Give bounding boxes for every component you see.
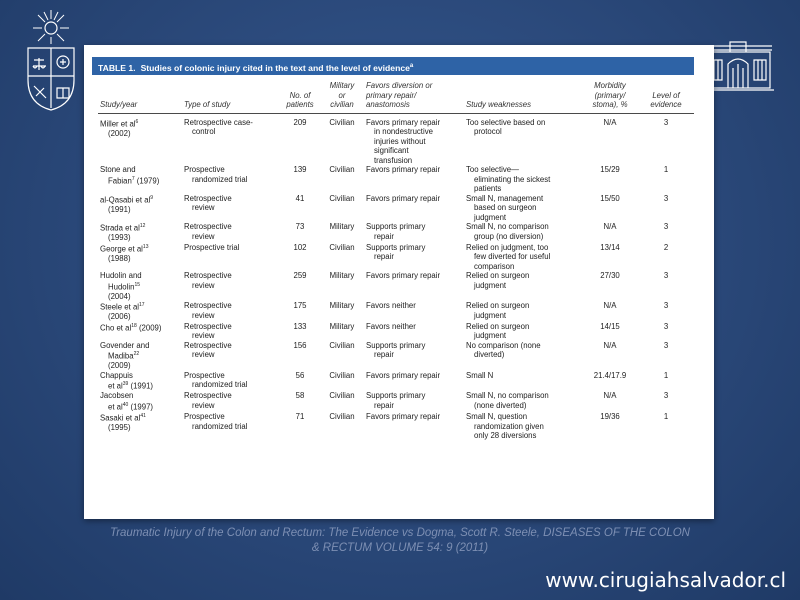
cell-line: repair <box>374 231 394 241</box>
cell-line: Small N <box>466 370 494 380</box>
table-row <box>98 113 694 165</box>
cell-line: Relied on surgeon <box>466 271 530 281</box>
cell-line: randomized trial <box>192 421 248 431</box>
cell-setting: Civilian <box>329 391 355 401</box>
cell-line: Prospective <box>184 165 225 174</box>
cell-morbidity: 27/30 <box>600 271 620 281</box>
cell-type <box>182 194 280 223</box>
cell-line: comparison <box>474 261 515 271</box>
cell-weakness <box>464 412 582 441</box>
cell-weakness <box>464 243 582 272</box>
cell-morbidity: N/A <box>603 222 617 231</box>
cell-weakness <box>464 301 582 322</box>
cell-favors <box>364 113 464 165</box>
cell-line: (2004) <box>108 291 131 301</box>
cell-line: Prospective trial <box>184 242 240 252</box>
citation-ref: 15 <box>134 281 141 288</box>
cell-line: Govender and <box>100 340 150 350</box>
cell-setting: Military <box>329 222 355 231</box>
cell-study <box>98 341 182 371</box>
table-row <box>98 165 694 194</box>
cell-level: 3 <box>663 391 669 401</box>
cell-level: 1 <box>663 370 669 380</box>
cell-line: repair <box>374 350 394 360</box>
cell-study <box>98 371 182 392</box>
cell-patients: 209 <box>293 117 307 127</box>
cell-line: transfusion <box>374 155 413 165</box>
cell-favors <box>364 271 464 301</box>
cell-morbidity: 19/36 <box>600 412 620 422</box>
cell-line: randomization given <box>474 421 544 431</box>
cell-line: (1991) <box>108 204 131 214</box>
cell-line: judgment <box>474 310 507 320</box>
cell-line: randomized trial <box>192 380 248 390</box>
cell-line: Retrospective <box>184 321 232 331</box>
cell-line: repair <box>374 400 394 410</box>
cell-line: Madiba <box>108 351 134 361</box>
website-url: www.cirugiahsalvador.cl <box>545 568 786 592</box>
column-header-text: Level of <box>652 90 680 100</box>
table-body <box>98 113 694 441</box>
citation-ref: 6 <box>135 118 139 125</box>
cell-line: eliminating the sickest <box>474 174 551 184</box>
table-row <box>98 341 694 371</box>
cell-line: Steele et al <box>100 302 140 312</box>
cell-setting: Civilian <box>329 242 355 252</box>
citation-ref: 22 <box>133 351 140 358</box>
cell-patients: 58 <box>295 391 305 401</box>
table-label: TABLE 1. <box>98 62 136 73</box>
cell-morbidity: N/A <box>603 301 617 311</box>
cell-line: review <box>192 280 215 290</box>
cell-line: significant <box>374 146 409 155</box>
cell-line: Strada et al <box>100 223 140 233</box>
cell-level: 1 <box>663 412 669 422</box>
cell-line: control <box>192 127 216 136</box>
cell-line: only 28 diversions <box>474 431 537 441</box>
cell-line: judgment <box>474 280 507 290</box>
cell-line: Small N, no comparison <box>466 222 549 231</box>
cell-line: review <box>192 310 215 320</box>
cell-line: patients <box>474 184 502 193</box>
table-row <box>98 301 694 322</box>
cell-line: Retrospective <box>184 193 232 203</box>
column-header <box>320 79 364 113</box>
cell-line: protocol <box>474 127 502 136</box>
cell-line: judgment <box>474 212 507 222</box>
cell-line: (2002) <box>108 128 131 138</box>
table-title-superscript: a <box>409 63 414 69</box>
cell-weakness <box>464 271 582 301</box>
cell-favors <box>364 341 464 371</box>
cell-line: Supports primary <box>366 222 426 231</box>
cell-line: injuries without <box>374 136 426 146</box>
cell-patients: 71 <box>295 412 305 422</box>
table-row <box>98 412 694 441</box>
cell-morbidity: 21.4/17.9 <box>593 370 627 380</box>
cell-type <box>182 271 280 301</box>
cell-favors <box>364 194 464 223</box>
cell-patients: 175 <box>293 301 307 311</box>
cell-study <box>98 243 182 272</box>
cell-line: No comparison (none <box>466 340 541 350</box>
cell-line: Favors primary repair <box>366 370 441 380</box>
cell-favors <box>364 165 464 194</box>
citation-ref: 40 <box>122 401 129 408</box>
citation-ref: 17 <box>139 302 145 309</box>
column-header-text: Study weaknesses <box>466 100 532 109</box>
caption-line-1: Traumatic Injury of the Colon and Rectum: The Evidence vs Dogma, Scott R. Steele, DISEASES OF THE COLON <box>110 527 690 539</box>
cell-study <box>98 271 182 301</box>
citation-ref: 39 <box>122 381 129 388</box>
cell-line: Favors neither <box>366 321 416 331</box>
column-header-text: Favors diversion or <box>366 81 433 90</box>
column-header <box>364 79 464 113</box>
cell-line: Favors primary repair <box>366 193 441 203</box>
cell-patients: 73 <box>295 222 305 231</box>
cell-level: 3 <box>663 271 669 281</box>
cell-line: Favors neither <box>366 301 416 311</box>
cell-setting: Civilian <box>329 193 355 203</box>
column-header-text: civilian <box>330 100 354 109</box>
university-crest-icon <box>18 8 84 112</box>
citation-ref: 9 <box>150 194 154 201</box>
cell-favors <box>364 301 464 322</box>
cell-patients: 102 <box>293 242 307 252</box>
cell-setting: Civilian <box>329 117 355 127</box>
cell-type <box>182 222 280 243</box>
table-title-bar <box>92 57 694 75</box>
citation-ref: 18 <box>131 322 137 329</box>
table-header-row <box>98 79 694 113</box>
citation-ref: 41 <box>140 413 146 420</box>
cell-weakness <box>464 165 582 194</box>
cell-line: review <box>192 203 215 212</box>
cell-weakness <box>464 322 582 341</box>
cell-level: 3 <box>663 340 669 350</box>
cell-patients: 41 <box>295 193 305 203</box>
column-header-text: primary repair/ <box>366 90 417 100</box>
column-header-text: or <box>338 90 346 100</box>
cell-setting: Civilian <box>329 165 355 174</box>
cell-study <box>98 165 182 194</box>
column-header-text: (primary/ <box>594 90 626 100</box>
cell-line: (2006) <box>108 312 131 322</box>
cell-line: Prospective <box>184 370 225 380</box>
cell-weakness <box>464 391 582 412</box>
cell-line: Favors primary repair <box>366 412 441 422</box>
column-header-text: evidence <box>650 100 682 109</box>
cell-patients: 156 <box>293 340 307 350</box>
cell-type <box>182 371 280 392</box>
cell-study <box>98 412 182 441</box>
cell-line: Small N, management <box>466 193 544 203</box>
cell-level: 1 <box>663 165 669 174</box>
cell-favors <box>364 391 464 412</box>
cell-study <box>98 113 182 165</box>
cell-patients: 56 <box>295 370 305 380</box>
cell-line: Favors primary repair <box>366 117 441 127</box>
cell-line: Too selective based on <box>466 117 546 127</box>
cell-setting: Civilian <box>329 340 355 350</box>
cell-line: review <box>192 350 215 360</box>
cell-line: Hudolin and <box>100 271 142 281</box>
table-row <box>98 271 694 301</box>
column-header-text: Military <box>329 81 355 90</box>
cell-level: 3 <box>663 193 669 203</box>
cell-line: Small N, no comparison <box>466 391 549 401</box>
cell-line: Relied on surgeon <box>466 321 530 331</box>
cell-weakness <box>464 194 582 223</box>
cell-type <box>182 412 280 441</box>
cell-type <box>182 243 280 272</box>
cell-line: (1979) <box>134 176 160 186</box>
cell-morbidity: 15/29 <box>600 165 620 174</box>
cell-study <box>98 391 182 412</box>
cell-line: Small N, question <box>466 412 528 422</box>
cell-type <box>182 341 280 371</box>
cell-morbidity: N/A <box>603 391 617 401</box>
cell-patients: 139 <box>293 165 307 174</box>
column-header-text: Morbidity <box>594 81 626 90</box>
cell-line: George et al <box>100 244 143 254</box>
cell-line: Cho et al <box>100 323 132 333</box>
column-header-text: anastomosis <box>366 100 410 109</box>
cell-line: Retrospective case- <box>184 117 253 127</box>
table-row <box>98 222 694 243</box>
cell-setting: Military <box>329 271 355 281</box>
column-header <box>182 79 280 113</box>
cell-line: Sasaki et al <box>100 413 141 423</box>
cell-line: Jacobsen <box>100 391 134 401</box>
cell-line: diverted) <box>474 350 505 360</box>
cell-favors <box>364 371 464 392</box>
cell-line: Favors primary repair <box>366 165 441 174</box>
cell-type <box>182 391 280 412</box>
cell-level: 3 <box>663 321 669 331</box>
cell-patients: 133 <box>293 321 307 331</box>
table-card <box>84 45 714 519</box>
cell-line: (2009) <box>108 361 131 371</box>
table-row <box>98 322 694 341</box>
cell-line: Hudolin <box>108 282 135 292</box>
cell-line: Relied on surgeon <box>466 301 530 311</box>
cell-line: Fabian <box>108 176 132 186</box>
cell-line: group (no diversion) <box>474 231 544 241</box>
cell-line: review <box>192 400 215 410</box>
cell-study <box>98 194 182 223</box>
cell-line: based on surgeon <box>474 203 537 212</box>
cell-morbidity: N/A <box>603 340 617 350</box>
column-header <box>98 79 182 113</box>
cell-morbidity: 15/50 <box>600 193 620 203</box>
cell-setting: Civilian <box>329 370 355 380</box>
cell-line: judgment <box>474 331 507 341</box>
cell-setting: Civilian <box>329 412 355 422</box>
cell-patients: 259 <box>293 271 307 281</box>
cell-line: (1997) <box>128 402 154 412</box>
cell-morbidity: N/A <box>603 117 617 127</box>
cell-line: Retrospective <box>184 222 232 231</box>
cell-weakness <box>464 113 582 165</box>
cell-line: Favors primary repair <box>366 271 441 281</box>
cell-line: Chappuis <box>100 370 133 380</box>
cell-favors <box>364 412 464 441</box>
cell-weakness <box>464 341 582 371</box>
cell-line: review <box>192 231 215 241</box>
cell-line: in nondestructive <box>374 127 433 136</box>
source-caption <box>40 526 760 556</box>
citation-ref: 7 <box>131 175 135 182</box>
cell-line: review <box>192 331 215 341</box>
cell-study <box>98 301 182 322</box>
table-row <box>98 391 694 412</box>
cell-favors <box>364 222 464 243</box>
cell-study <box>98 322 182 341</box>
cell-favors <box>364 322 464 341</box>
cell-setting: Military <box>329 301 355 311</box>
cell-line: (1993) <box>108 233 131 243</box>
cell-line: Retrospective <box>184 340 232 350</box>
studies-table <box>98 79 694 441</box>
cell-line: Retrospective <box>184 271 232 281</box>
cell-line: Retrospective <box>184 301 232 311</box>
cell-level: 2 <box>663 242 669 252</box>
column-header-text: Study/year <box>100 100 138 109</box>
table-row <box>98 243 694 272</box>
cell-morbidity: 13/14 <box>600 242 620 252</box>
cell-favors <box>364 243 464 272</box>
cell-line: Relied on judgment, too <box>466 242 549 252</box>
cell-line: Stone and <box>100 165 136 174</box>
cell-level: 3 <box>663 222 669 231</box>
cell-type <box>182 165 280 194</box>
column-header-text: No. of <box>289 90 311 100</box>
cell-setting: Military <box>329 321 355 331</box>
cell-line: (1988) <box>108 253 131 263</box>
table-row <box>98 194 694 223</box>
cell-study <box>98 222 182 243</box>
cell-line: (none diverted) <box>474 400 527 410</box>
cell-line: Miller et al <box>100 119 136 129</box>
cell-line: Supports primary <box>366 340 426 350</box>
cell-morbidity: 14/15 <box>600 321 620 331</box>
cell-line: et al <box>108 381 123 391</box>
cell-line: Prospective <box>184 412 225 422</box>
table-row <box>98 371 694 392</box>
cell-line: et al <box>108 402 123 412</box>
cell-line: (1991) <box>128 381 154 391</box>
column-header <box>638 79 694 113</box>
citation-ref: 12 <box>139 223 146 229</box>
cell-line: repair <box>374 252 394 262</box>
column-header <box>464 79 582 113</box>
cell-weakness <box>464 371 582 392</box>
cell-line: al-Qasabi et al <box>100 195 151 205</box>
column-header-text: patients <box>286 100 314 109</box>
caption-line-2: & RECTUM VOLUME 54: 9 (2011) <box>311 542 489 554</box>
table-title: Studies of colonic injury cited in the text and the level of evidence <box>140 62 410 73</box>
citation-ref: 13 <box>142 243 149 250</box>
column-header-text: Type of study <box>184 100 231 109</box>
cell-weakness <box>464 222 582 243</box>
cell-line: randomized trial <box>192 174 248 184</box>
column-header-text: stoma), % <box>592 100 628 109</box>
cell-level: 3 <box>663 301 669 311</box>
cell-line: Supports primary <box>366 391 426 401</box>
cell-line: (1995) <box>108 423 131 433</box>
cell-line: (2009) <box>136 323 162 333</box>
cell-type <box>182 322 280 341</box>
cell-line: few diverted for useful <box>474 252 551 262</box>
cell-type <box>182 113 280 165</box>
cell-line: Retrospective <box>184 391 232 401</box>
column-header <box>582 79 638 113</box>
cell-type <box>182 301 280 322</box>
cell-line: Supports primary <box>366 242 426 252</box>
cell-line: Too selective— <box>466 165 519 174</box>
cell-level: 3 <box>663 117 669 127</box>
column-header <box>280 79 320 113</box>
